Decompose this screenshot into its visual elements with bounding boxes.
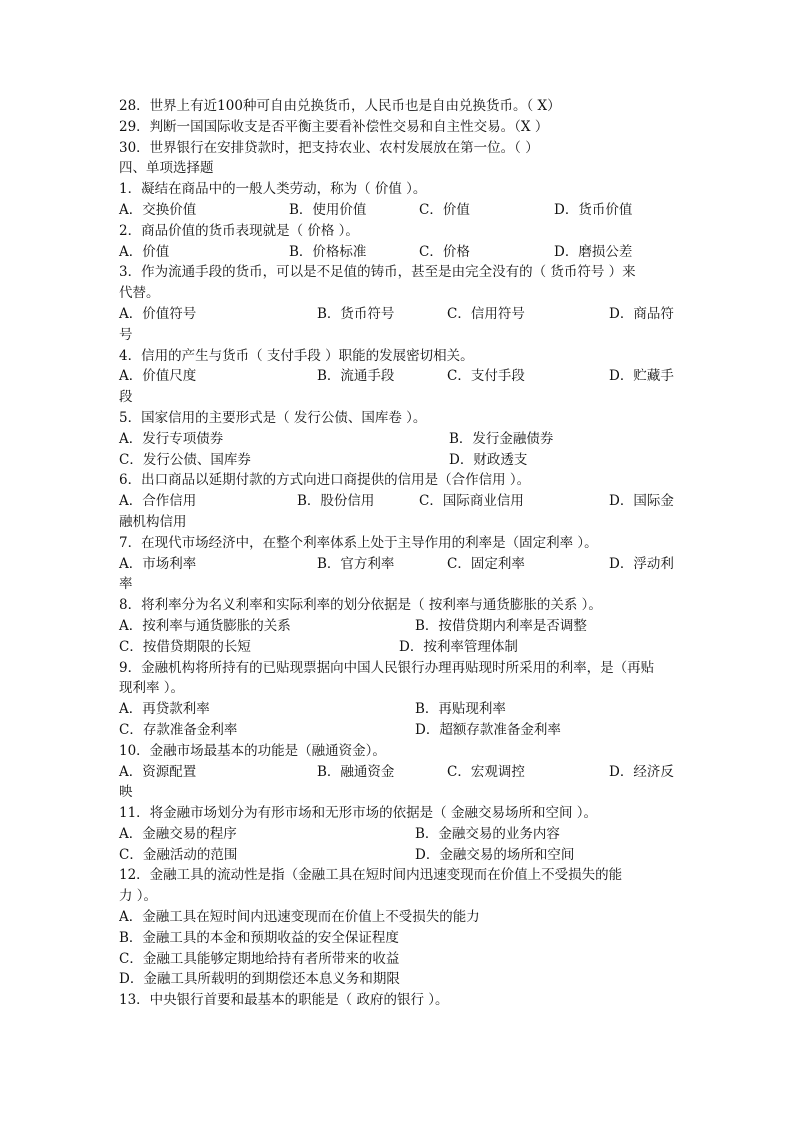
option-a: A．市场利率 (119, 555, 197, 572)
option-d: D．金融工具所载明的到期偿还本息义务和期限 (119, 971, 400, 988)
option-d-continued: 号 (119, 326, 133, 343)
judgement-item-28: 28．世界上有近100种可自由兑换货币，人民币也是自由兑换货币。（ X） (119, 98, 561, 114)
option-c: C．宏观调控 (447, 763, 525, 780)
question-5-options-row-2 (119, 450, 679, 471)
option-d: D．财政透支 (449, 451, 528, 468)
option-c: C．价格 (419, 243, 470, 260)
question-4-options (119, 366, 679, 387)
option-d: D．超额存款准备金利率 (415, 721, 561, 738)
question-9-options-row-2 (119, 720, 679, 741)
question-13-stem: 13．中央银行首要和最基本的职能是（ 政府的银行 ）。 (119, 992, 449, 1009)
question-7-options (119, 554, 679, 575)
question-6-options (119, 491, 679, 512)
option-d-continued: 映 (119, 784, 133, 801)
question-9-stem-continued: 现利率 ）。 (119, 680, 185, 697)
question-11-stem: 11．将金融市场划分为有形市场和无形市场的依据是（ 金融交易场所和空间 ）。 (119, 805, 598, 822)
option-d: D．金融交易的场所和空间 (415, 846, 575, 863)
option-d-continued: 融机构信用 (119, 513, 187, 530)
question-7-stem: 7．在现代市场经济中，在整个利率体系上处于主导作用的利率是（固定利率 ）。 (119, 534, 598, 551)
option-b: B．金融交易的业务内容 (415, 825, 560, 842)
option-c: C．按借贷期限的长短 (119, 638, 251, 655)
option-b: B．发行金融债券 (449, 430, 554, 447)
option-d: D．磨损公差 (554, 243, 633, 260)
question-4-stem: 4．信用的产生与货币（ 支付手段 ）职能的发展密切相关。 (119, 347, 474, 364)
option-d: D．浮动利 (609, 555, 674, 572)
option-c: C．信用符号 (447, 305, 525, 322)
question-12-stem: 12．金融工具的流动性是指（金融工具在短时间内迅速变现而在价值上不受损失的能 (119, 867, 623, 884)
question-10-stem: 10．金融市场最基本的功能是（融通资金）。 (119, 742, 386, 759)
option-b: B．货币符号 (317, 305, 395, 322)
question-3-stem-continued: 代替。 (119, 285, 160, 302)
option-b: B．价格标准 (289, 243, 367, 260)
option-b: B．使用价值 (289, 201, 367, 218)
judgement-item-29: 29．判断一国国际收支是否平衡主要看补偿性交易和自主性交易。（X ） (119, 118, 549, 135)
option-c: C．价值 (419, 201, 470, 218)
option-a: A．金融工具在短时间内迅速变现而在价值上不受损失的能力 (119, 909, 480, 926)
question-9-stem: 9．金融机构将所持有的已贴现票据向中国人民银行办理再贴现时所采用的利率，是（再贴 (119, 659, 655, 676)
option-c: C．存款准备金利率 (119, 721, 238, 738)
question-1-options (119, 200, 679, 221)
option-c: C．国际商业信用 (419, 493, 524, 510)
question-11-options-row-1 (119, 824, 679, 845)
question-8-options-row-2 (119, 637, 679, 658)
option-a: A．发行专项债券 (119, 430, 224, 447)
option-a: A．价值 (119, 243, 170, 260)
option-c: C．金融活动的范围 (119, 846, 238, 863)
option-b: B．再贴现利率 (415, 701, 506, 718)
question-2-stem: 2．商品价值的货币表现就是（ 价格 ）。 (119, 222, 359, 239)
judgement-item-30: 30．世界银行在安排贷款时，把支持农业、农村发展放在第一位。（ ） (119, 139, 539, 156)
option-c: C．发行公债、国库券 (119, 451, 251, 468)
question-9-options-row-1 (119, 699, 679, 720)
question-5-options-row-1 (119, 429, 679, 450)
option-a: A．交换价值 (119, 201, 197, 218)
option-d: D．贮藏手 (609, 368, 674, 385)
question-1-stem: 1．凝结在商品中的一般人类劳动，称为（ 价值 ）。 (119, 181, 427, 198)
question-8-options-row-1 (119, 616, 679, 637)
question-3-stem: 3．作为流通手段的货币，可以是不足值的铸币，甚至是由完全没有的（ 货币符号 ）来 (119, 264, 636, 281)
question-12-stem-continued: 力 ）。 (119, 888, 158, 905)
question-5-stem: 5．国家信用的主要形式是（ 发行公债、国库卷 ）。 (119, 409, 427, 426)
option-c: C．金融工具能够定期地给持有者所带来的收益 (119, 950, 400, 967)
question-8-stem: 8．将利率分为名义利率和实际利率的划分依据是（ 按利率与通货膨胀的关系 ）。 (119, 597, 602, 614)
option-b: B．按借贷期内利率是否调整 (415, 617, 587, 634)
option-d: D．经济反 (609, 763, 674, 780)
option-d: D．国际金 (609, 493, 674, 510)
option-b: B．官方利率 (317, 555, 395, 572)
option-a: A．再贷款利率 (119, 701, 210, 718)
option-d-continued: 率 (119, 576, 133, 593)
option-b: B．股份信用 (297, 493, 375, 510)
option-c: C．支付手段 (447, 368, 525, 385)
question-3-options (119, 304, 679, 325)
option-a: A．资源配置 (119, 763, 197, 780)
option-b: B．流通手段 (317, 368, 395, 385)
option-d: D．货币价值 (554, 201, 633, 218)
option-a: A．金融交易的程序 (119, 825, 237, 842)
option-b: B．融通资金 (317, 763, 395, 780)
option-b: B．金融工具的本金和预期收益的安全保证程度 (119, 929, 399, 946)
option-a: A．价值尺度 (119, 368, 197, 385)
question-10-options (119, 762, 679, 783)
section-heading: 四、单项选择题 (119, 160, 214, 177)
option-a: A．合作信用 (119, 493, 197, 510)
option-a: A．价值符号 (119, 305, 197, 322)
question-2-options (119, 242, 679, 263)
question-6-stem: 6．出口商品以延期付款的方式向进口商提供的信用是（合作信用 ）。 (119, 472, 531, 489)
option-c: C．固定利率 (447, 555, 525, 572)
option-d: D．商品符 (609, 305, 674, 322)
option-d: D．按利率管理体制 (399, 638, 518, 655)
option-d-continued: 段 (119, 389, 133, 406)
option-a: A．按利率与通货膨胀的关系 (119, 617, 291, 634)
document-body (119, 96, 679, 1011)
question-11-options-row-2 (119, 845, 679, 866)
